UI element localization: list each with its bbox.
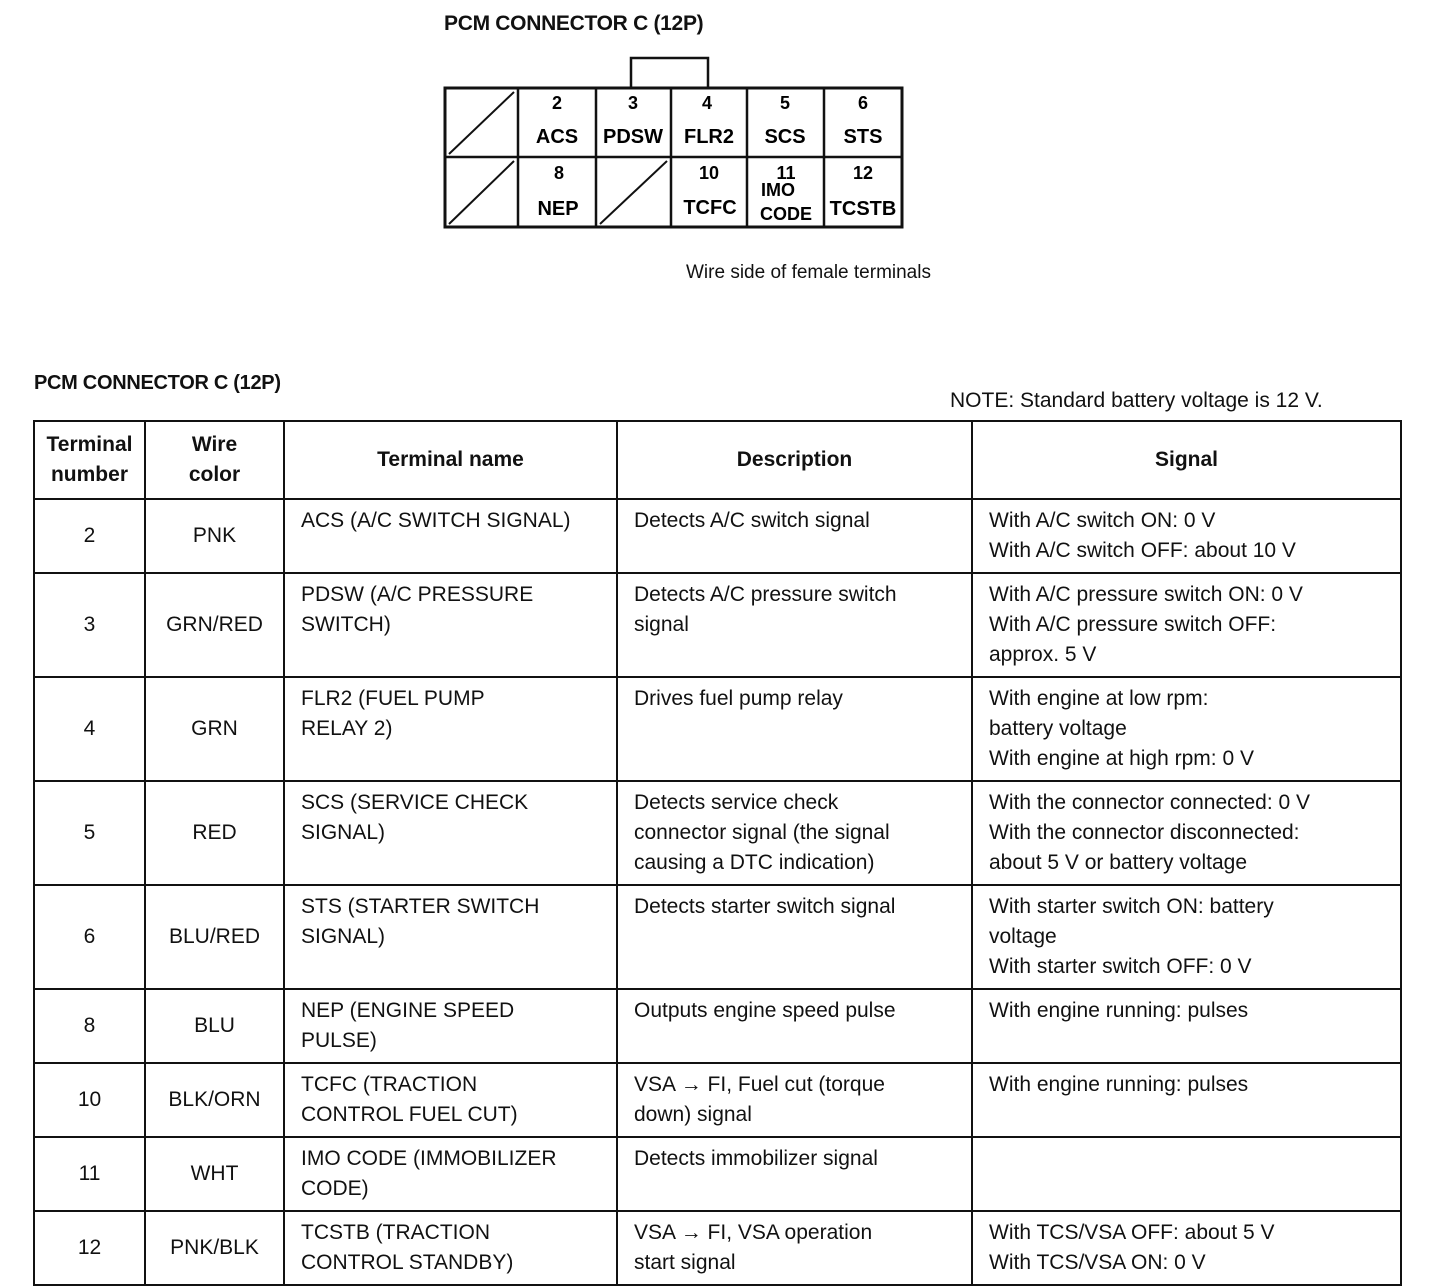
pin-6-label: STS	[843, 126, 883, 148]
terminal-name-cell	[284, 1137, 617, 1211]
signal-cell	[972, 989, 1401, 1063]
description-cell	[617, 989, 972, 1063]
diagram-caption: Wire side of female terminals	[686, 262, 931, 283]
signal-cell	[972, 677, 1401, 781]
terminal-name-cell-line: PULSE)	[301, 1029, 377, 1052]
terminal-number-cell: 2	[34, 499, 145, 573]
pin-10-label: TCFC	[683, 197, 737, 219]
signal-cell-line: With A/C pressure switch ON: 0 V	[989, 583, 1303, 606]
description-cell	[617, 1211, 972, 1285]
terminal-name-cell	[284, 781, 617, 885]
terminal-name-cell	[284, 1063, 617, 1137]
wire-color-cell: WHT	[145, 1137, 284, 1211]
signal-cell-line: battery voltage	[989, 717, 1127, 740]
battery-voltage-note: NOTE: Standard battery voltage is 12 V.	[950, 389, 1323, 412]
empty-cavity-1	[449, 92, 514, 154]
pin-11-number: 11	[776, 163, 796, 183]
signal-cell	[972, 1063, 1401, 1137]
signal-cell-line: With the connector disconnected:	[989, 821, 1300, 844]
description-cell-line: Outputs engine speed pulse	[634, 999, 896, 1022]
terminal-name-cell-line: SIGNAL)	[301, 925, 386, 948]
jumper-bracket	[631, 58, 708, 88]
table-header-row	[34, 421, 1401, 499]
table-row	[34, 499, 1401, 573]
terminal-name-cell-line: SWITCH)	[301, 613, 391, 636]
header-terminal-name: Terminal name	[284, 421, 617, 499]
terminal-name-cell-line: NEP (ENGINE SPEED	[301, 999, 515, 1022]
terminal-table	[33, 420, 1402, 1286]
terminal-number-cell: 11	[34, 1137, 145, 1211]
terminal-number-cell: 6	[34, 885, 145, 989]
pin-5-number: 5	[779, 93, 791, 113]
description-cell	[617, 1063, 972, 1137]
pin-8-number: 8	[553, 163, 565, 183]
description-cell-line: Detects A/C pressure switch	[634, 583, 897, 606]
table-row	[34, 885, 1401, 989]
table-title: PCM CONNECTOR C (12P)	[34, 372, 281, 394]
diagram-title: PCM CONNECTOR C (12P)	[444, 12, 704, 35]
terminal-name-cell-line: FLR2 (FUEL PUMP	[301, 687, 485, 710]
terminal-name-cell-line: CONTROL STANDBY)	[301, 1251, 514, 1274]
description-cell	[617, 573, 972, 677]
signal-cell	[972, 1137, 1401, 1211]
signal-cell-line: voltage	[989, 925, 1057, 948]
description-cell	[617, 781, 972, 885]
description-cell-line: VSA → FI, Fuel cut (torque	[634, 1073, 885, 1096]
wire-color-cell: BLK/ORN	[145, 1063, 284, 1137]
empty-cavity-9	[600, 161, 667, 224]
wire-color-cell: BLU/RED	[145, 885, 284, 989]
signal-cell-line: With A/C pressure switch OFF:	[989, 613, 1277, 636]
header-terminal-number: Terminal number	[34, 421, 145, 499]
terminal-number-cell: 3	[34, 573, 145, 677]
connector-diagram	[440, 52, 910, 234]
table-row	[34, 677, 1401, 781]
signal-cell-line: With TCS/VSA ON: 0 V	[989, 1251, 1206, 1274]
signal-cell-line: With engine running: pulses	[989, 1073, 1249, 1096]
pin-5-label: SCS	[764, 126, 806, 148]
terminal-number-cell: 12	[34, 1211, 145, 1285]
signal-cell-line: With starter switch OFF: 0 V	[989, 955, 1252, 978]
description-cell-line: Drives fuel pump relay	[634, 687, 843, 710]
terminal-name-cell-line: PDSW (A/C PRESSURE	[301, 583, 534, 606]
description-cell	[617, 499, 972, 573]
terminal-name-cell-line: STS (STARTER SWITCH	[301, 895, 540, 918]
wire-color-cell: GRN/RED	[145, 573, 284, 677]
terminal-name-cell-line: SIGNAL)	[301, 821, 386, 844]
description-cell	[617, 1137, 972, 1211]
pin-12-number: 12	[852, 163, 874, 183]
signal-cell-line: With engine at low rpm:	[989, 687, 1209, 710]
pin-2-number: 2	[551, 93, 563, 113]
terminal-name-cell-line: IMO CODE (IMMOBILIZER	[301, 1147, 557, 1170]
pin-8-label: NEP	[537, 198, 579, 220]
terminal-name-cell-line: CONTROL FUEL CUT)	[301, 1103, 518, 1126]
signal-cell	[972, 573, 1401, 677]
signal-cell-line: approx. 5 V	[989, 643, 1097, 666]
terminal-name-cell	[284, 989, 617, 1063]
signal-cell-line: With TCS/VSA OFF: about 5 V	[989, 1221, 1275, 1244]
terminal-name-cell	[284, 573, 617, 677]
description-cell-line: Detects A/C switch signal	[634, 509, 870, 532]
pin-3-number: 3	[627, 93, 639, 113]
pin-11-label: IMO	[761, 180, 795, 200]
description-cell-line: Detects immobilizer signal	[634, 1147, 878, 1170]
description-cell-line: causing a DTC indication)	[634, 851, 875, 874]
terminal-number-cell: 10	[34, 1063, 145, 1137]
pin-11-label-line2: CODE	[759, 204, 813, 224]
table-row	[34, 573, 1401, 677]
description-cell-line: Detects service check	[634, 791, 839, 814]
signal-cell	[972, 499, 1401, 573]
signal-cell	[972, 781, 1401, 885]
terminal-number-cell: 5	[34, 781, 145, 885]
wire-color-cell: RED	[145, 781, 284, 885]
table-row	[34, 1063, 1401, 1137]
pin-6-number: 6	[857, 93, 869, 113]
header-signal: Signal	[972, 421, 1401, 499]
description-cell-line: start signal	[634, 1251, 736, 1274]
signal-cell-line: With the connector connected: 0 V	[989, 791, 1311, 814]
wire-color-cell: PNK	[145, 499, 284, 573]
wire-color-cell: GRN	[145, 677, 284, 781]
terminal-name-cell-line: ACS (A/C SWITCH SIGNAL)	[301, 509, 571, 532]
wire-color-cell: BLU	[145, 989, 284, 1063]
table-row	[34, 1211, 1401, 1285]
terminal-name-cell-line: TCFC (TRACTION	[301, 1073, 478, 1096]
terminal-name-cell-line: SCS (SERVICE CHECK	[301, 791, 529, 814]
signal-cell-line: about 5 V or battery voltage	[989, 851, 1247, 874]
description-cell	[617, 885, 972, 989]
terminal-number-cell: 8	[34, 989, 145, 1063]
pin-4-number: 4	[701, 93, 713, 113]
terminal-name-cell-line: CODE)	[301, 1177, 369, 1200]
signal-cell-line: With starter switch ON: battery	[989, 895, 1274, 918]
signal-cell-line: With engine at high rpm: 0 V	[989, 747, 1254, 770]
header-wire-color: Wire color	[145, 421, 284, 499]
terminal-name-cell	[284, 885, 617, 989]
wire-color-cell: PNK/BLK	[145, 1211, 284, 1285]
signal-cell	[972, 885, 1401, 989]
pin-2-label: ACS	[535, 126, 579, 148]
pin-4-label: FLR2	[684, 126, 734, 148]
description-cell	[617, 677, 972, 781]
pin-3-label: PDSW	[603, 126, 663, 148]
signal-cell	[972, 1211, 1401, 1285]
terminal-name-cell-line: TCSTB (TRACTION	[301, 1221, 490, 1244]
description-cell-line: down) signal	[634, 1103, 752, 1126]
pin-10-number: 10	[698, 163, 720, 183]
table-row	[34, 781, 1401, 885]
terminal-name-cell	[284, 677, 617, 781]
table-row	[34, 989, 1401, 1063]
terminal-name-cell	[284, 1211, 617, 1285]
terminal-number-cell: 4	[34, 677, 145, 781]
description-cell-line: VSA → FI, VSA operation	[634, 1221, 873, 1244]
header-description: Description	[617, 421, 972, 499]
pin-12-label: TCSTB	[829, 198, 897, 220]
signal-cell-line: With engine running: pulses	[989, 999, 1249, 1022]
signal-cell-line: With A/C switch ON: 0 V	[989, 509, 1216, 532]
table-row	[34, 1137, 1401, 1211]
empty-cavity-7	[449, 161, 514, 224]
terminal-name-cell-line: RELAY 2)	[301, 717, 393, 740]
terminal-name-cell	[284, 499, 617, 573]
description-cell-line: Detects starter switch signal	[634, 895, 896, 918]
description-cell-line: connector signal (the signal	[634, 821, 890, 844]
signal-cell-line: With A/C switch OFF: about 10 V	[989, 539, 1296, 562]
description-cell-line: signal	[634, 613, 689, 636]
